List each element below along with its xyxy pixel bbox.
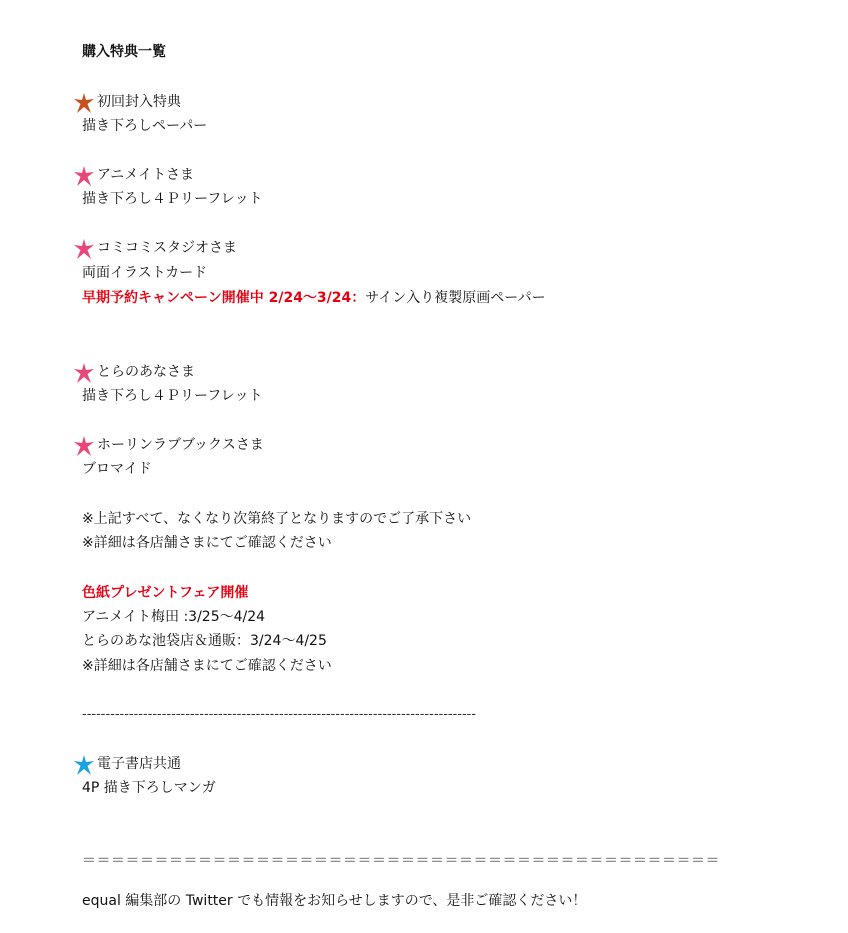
fair-title: 色紙プレゼントフェア開催 [82, 585, 249, 601]
section-item: 両面イラストカード [82, 265, 208, 281]
star-icon [74, 755, 94, 775]
star-icon [74, 239, 94, 259]
star-icon [74, 436, 94, 456]
campaign-line [82, 289, 546, 307]
note-line: ※上記すべて、なくなり次第終了となりますのでご了承下さい [82, 511, 472, 527]
fair-line: とらのあな池袋店＆通販：3/24〜4/25 [82, 633, 327, 649]
star-icon [74, 93, 94, 113]
section-heading: コミコミスタジオさま [97, 240, 237, 256]
section-item: 描き下ろし４Ｐリーフレット [82, 191, 263, 207]
page-title: 購入特典一覧 [82, 44, 166, 60]
equals-divider: ＝＝＝＝＝＝＝＝＝＝＝＝＝＝＝＝＝＝＝＝＝＝＝＝＝＝＝＝＝＝＝＝＝＝＝＝＝＝＝＝＝＝＝＝ [82, 853, 720, 869]
section-heading: 電子書店共通 [97, 756, 181, 772]
section-item: 4P 描き下ろしマンガ [82, 780, 216, 796]
star-icon [74, 363, 94, 383]
dash-divider: ------------------------------------------------------------------------------------ [82, 707, 477, 722]
fair-line: ※詳細は各店舗さまにてご確認ください [82, 658, 332, 674]
star-icon [74, 166, 94, 186]
note-line: ※詳細は各店舗さまにてご確認ください [82, 535, 332, 551]
section-item: 描き下ろしペーパー [82, 118, 208, 134]
section-heading: ホーリンラブブックスさま [97, 437, 264, 453]
section-item: 描き下ろし４Ｐリーフレット [82, 388, 263, 404]
section-heading: 初回封入特典 [97, 94, 181, 110]
fair-line: アニメイト梅田 :3/25〜4/24 [82, 609, 266, 625]
section-heading: とらのあなさま [97, 364, 195, 380]
footer-text: equal 編集部の Twitter でも情報をお知らせしますので、是非ご確認ください！ [82, 893, 587, 909]
section-item: ブロマイド [82, 461, 152, 477]
section-heading: アニメイトさま [97, 167, 195, 183]
campaign-highlight: 早期予約キャンペーン開催中 2/24〜3/24： [82, 290, 366, 306]
campaign-detail: サイン入り複製原画ペーパー [365, 290, 546, 306]
